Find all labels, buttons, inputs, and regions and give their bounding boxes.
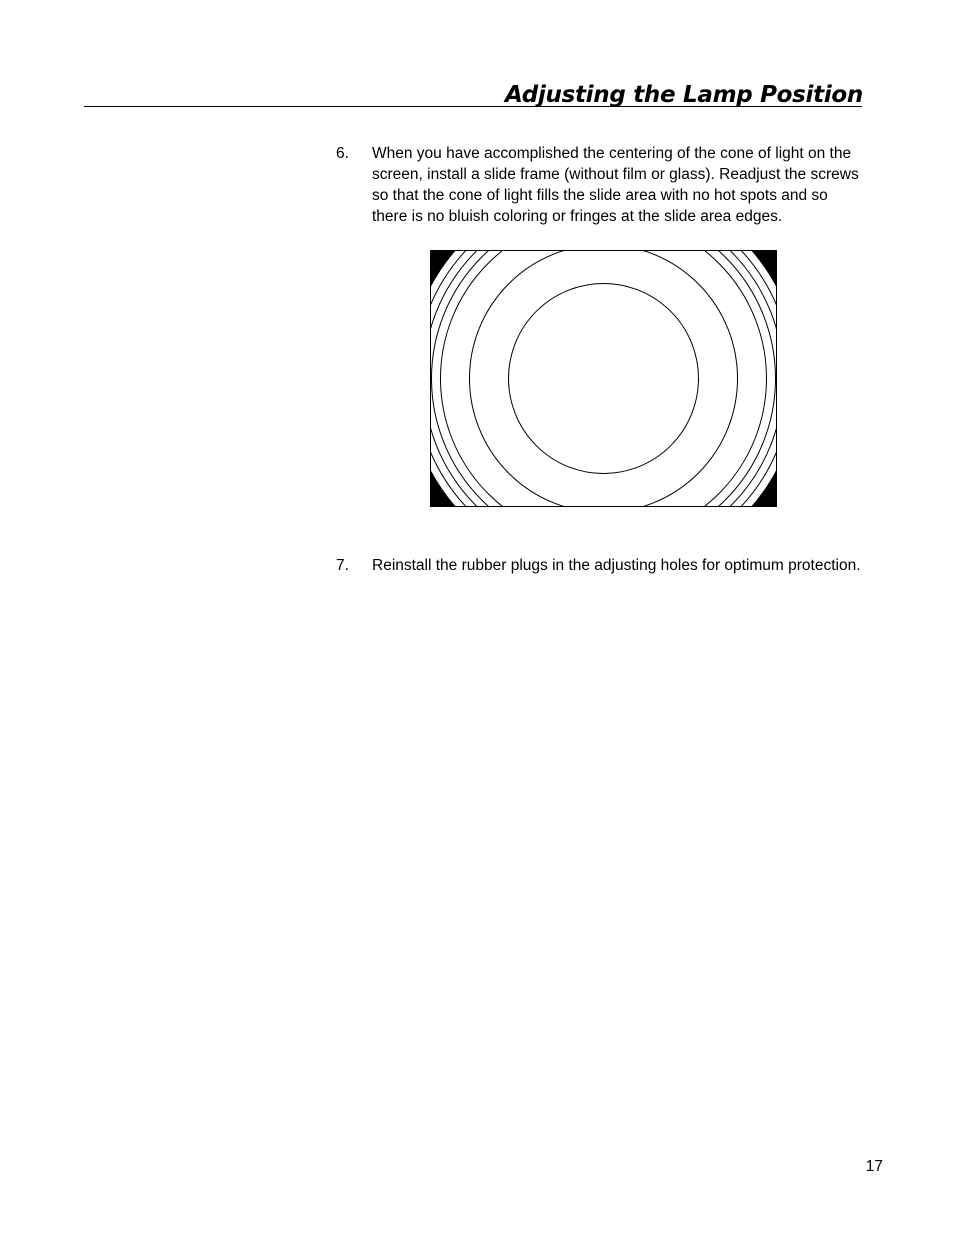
step-number: 7. xyxy=(336,557,349,574)
step-text: Reinstall the rubber plugs in the adjusting holes for optimum protection. xyxy=(372,557,861,574)
list-item-step-7 xyxy=(336,555,866,603)
light-cone-outer-fill xyxy=(430,250,777,507)
page-number: 17 xyxy=(865,1158,883,1175)
header-rule xyxy=(84,106,862,107)
page-title: Adjusting the Lamp Position xyxy=(504,82,863,108)
light-cone-diagram xyxy=(430,250,777,507)
step-text: When you have accomplished the centering of the cone of light on the screen, install a slide frame (without film or glass). Readjust the screws so that the cone of light fills the slide area with no hot spots and so there is no bluish coloring or fringes at the slide area edges. xyxy=(372,145,859,225)
list-item-step-6 xyxy=(336,143,866,233)
step-number: 6. xyxy=(336,145,349,162)
